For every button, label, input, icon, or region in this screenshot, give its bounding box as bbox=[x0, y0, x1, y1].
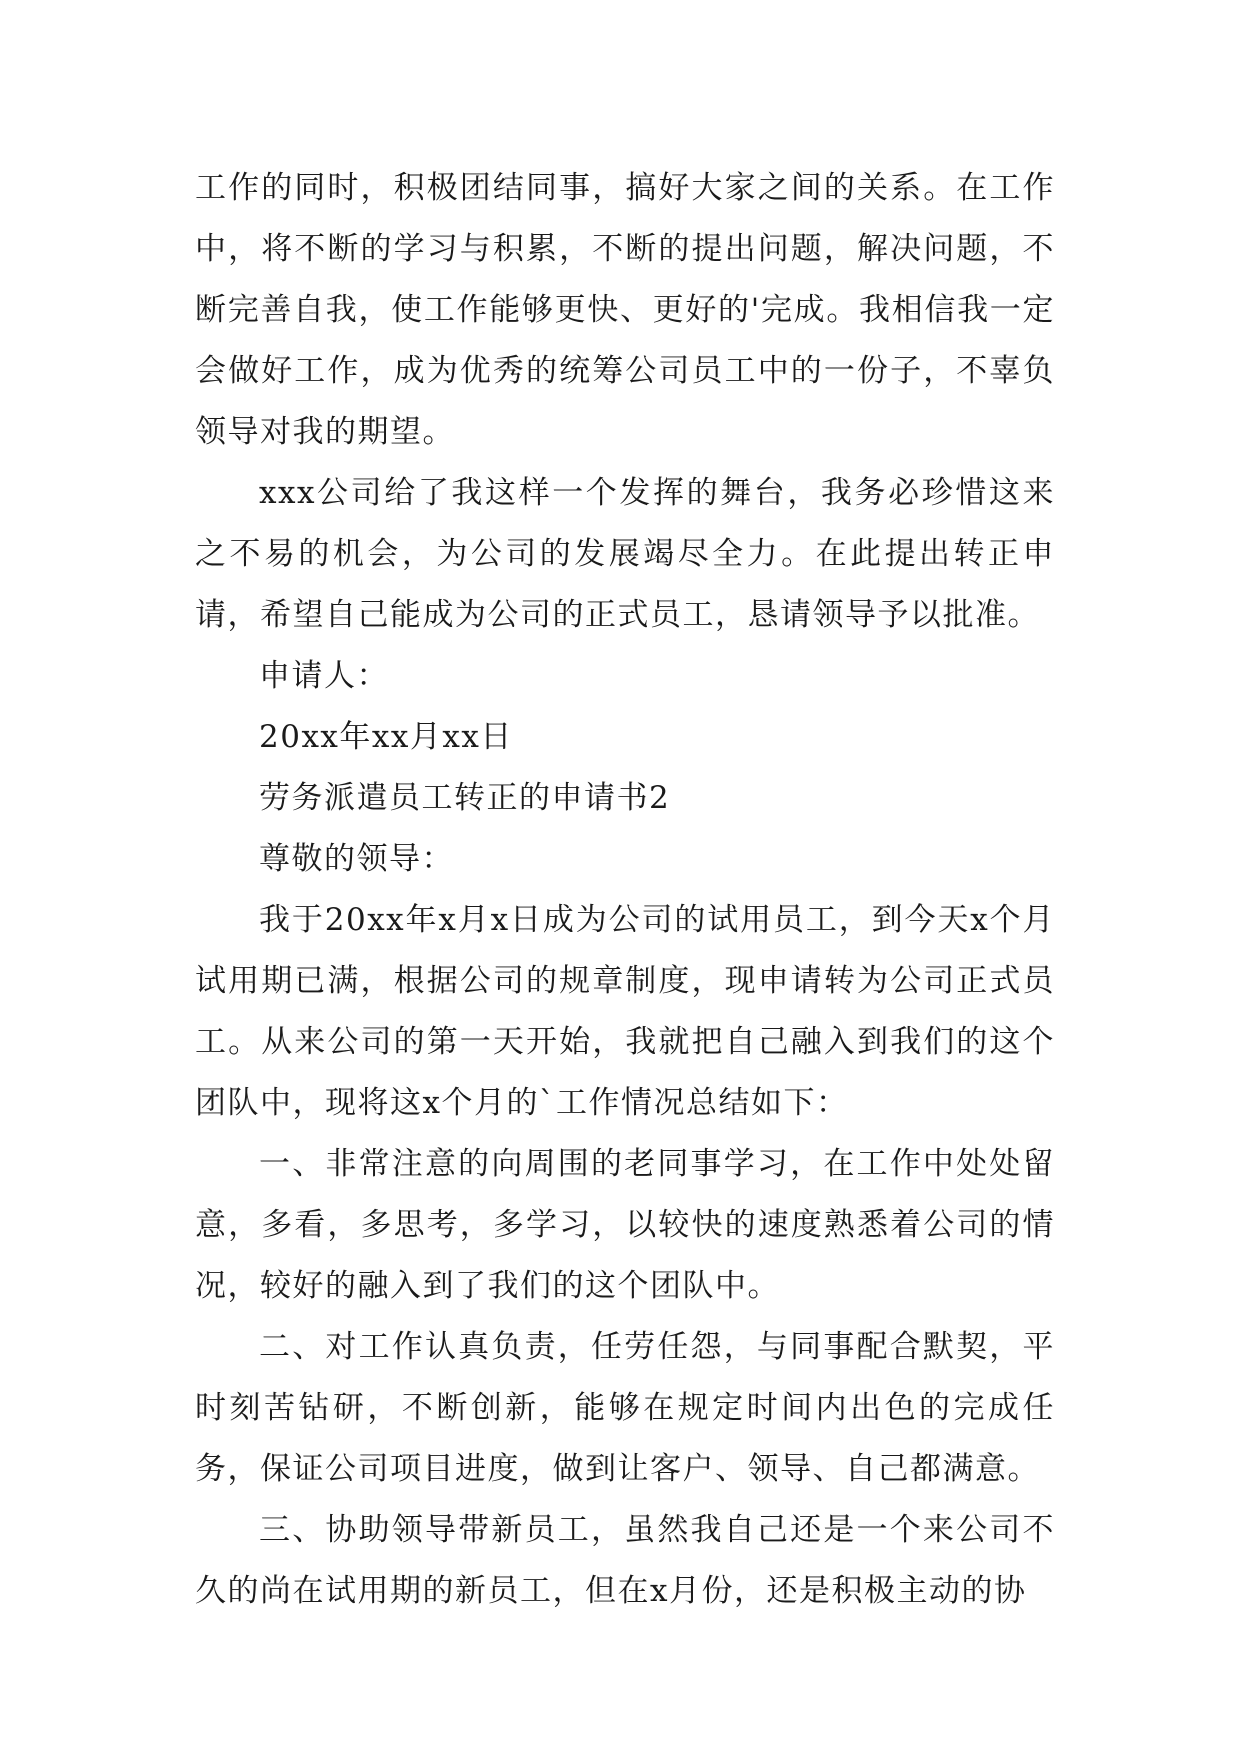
applicant-label: 申请人： bbox=[259, 658, 389, 694]
document-body bbox=[195, 158, 1055, 1622]
paragraph-point-one: 一、非常注意的向周围的老同事学习，在工作中处处留意，多看，多思考，多学习，以较快的速度熟悉着公司的情况，较好的融入到了我们的这个团队中。 bbox=[195, 1146, 1055, 1304]
paragraph-introduction: 我于20xx年x月x日成为公司的试用员工，到今天x个月试用期已满，根据公司的规章制度，现申请转为公司正式员工。从来公司的第一天开始，我就把自己融入到我们的这个团队中，现将这x个月的`工作情况总结如下： bbox=[195, 902, 1055, 1121]
section-title: 劳务派遣员工转正的申请书2 bbox=[259, 780, 671, 816]
application-date: 20xx年xx月xx日 bbox=[259, 719, 513, 755]
paragraph-company-platform: xxx公司给了我这样一个发挥的舞台，我务必珍惜这来之不易的机会，为公司的发展竭尽全力。在此提出转正申请，希望自己能成为公司的正式员工，恳请领导予以批准。 bbox=[195, 475, 1055, 633]
paragraph-point-two: 二、对工作认真负责，任劳任怨，与同事配合默契，平时刻苦钻研，不断创新，能够在规定时间内出色的完成任务，保证公司项目进度，做到让客户、领导、自己都满意。 bbox=[195, 1329, 1055, 1487]
salutation: 尊敬的领导： bbox=[259, 841, 454, 877]
paragraph-work-attitude: 工作的同时，积极团结同事，搞好大家之间的关系。在工作中，将不断的学习与积累，不断的提出问题，解决问题，不断完善自我，使工作能够更快、更好的'完成。我相信我一定会做好工作，成为优秀的统筹公司员工中的一份子，不辜负领导对我的期望。 bbox=[195, 170, 1055, 450]
paragraph-point-three: 三、协助领导带新员工，虽然我自己还是一个来公司不久的尚在试用期的新员工，但在x月份，还是积极主动的协 bbox=[195, 1512, 1055, 1609]
